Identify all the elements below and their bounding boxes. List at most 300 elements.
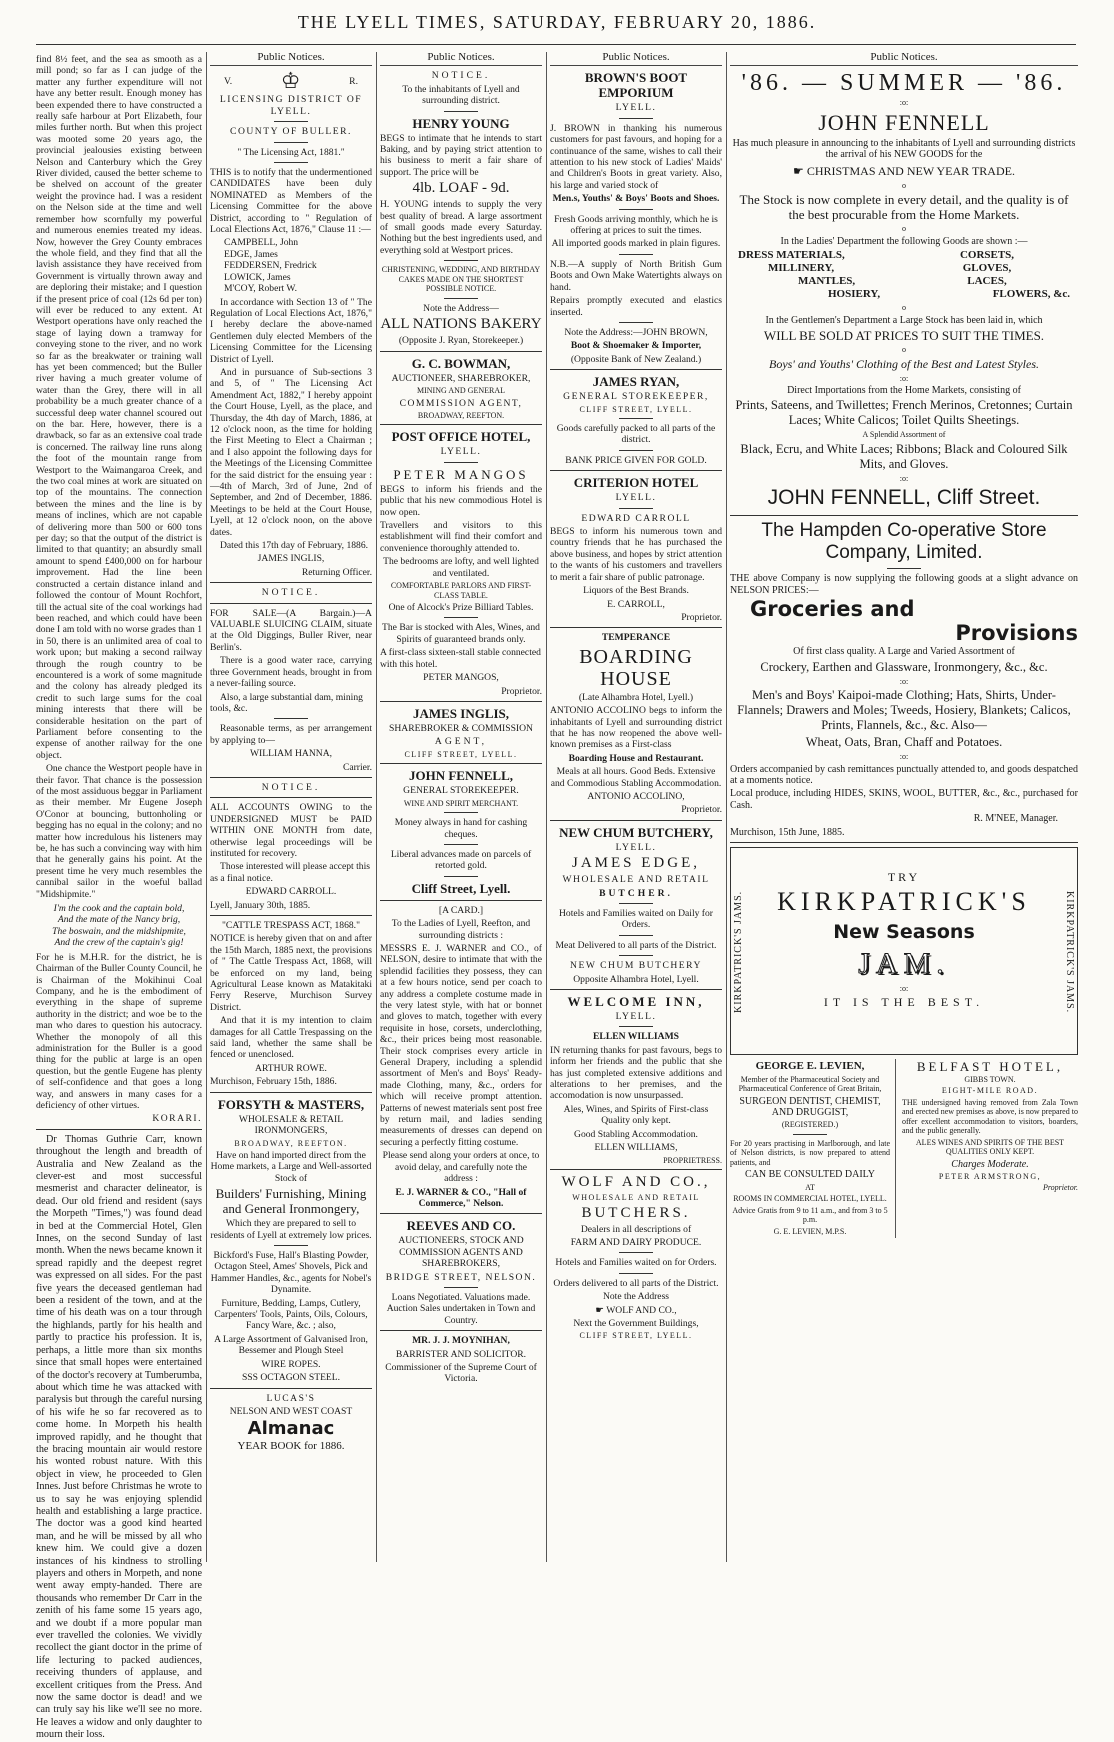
ad-address: BROADWAY, REEFTON. xyxy=(417,410,505,420)
ad-text: A Splendid Assortment of xyxy=(862,430,946,440)
ad-text: The bedrooms are lofty, and well lighted and ventilated. xyxy=(383,556,539,579)
ad-text: Hotels and Families waited on Daily for Orders. xyxy=(558,908,713,931)
divider xyxy=(444,462,478,463)
ad-title: BELFAST HOTEL, xyxy=(916,1059,1064,1075)
notice-signer: ARTHUR ROWE. xyxy=(255,1062,327,1074)
ad-subtitle: AUCTIONEERS, STOCK AND COMMISSION AGENTS AND SHAREBROKERS, xyxy=(398,1235,524,1270)
ad-text: BEGS to inform his numerous town and country friends that he has purchased the above business, and hopes by strict attention to the wants of his customers and travellers to merit a fair share of public patronage. xyxy=(550,526,722,583)
ad-title: JAMES EDGE, xyxy=(571,855,700,872)
ornament: :o: xyxy=(899,98,909,108)
article-paragraph: For he is M.H.R. for the district, he is Chairman of the Buller County Council, he is Chairman of the Mokihinui Coal Company, and he is the embodiment of everything in the shape of supreme authority in the district; and woe be to the man who dares to question his autocracy. Whether the monopoly of all this administration for the Buller is a good thing for the public at large is an open question, but the gentle Eugene has plenty of self-confidence and that goes a long way, and answers in many cases for a deficiency of other virtues. xyxy=(36,951,202,1111)
divider xyxy=(444,1287,478,1288)
divider xyxy=(619,322,653,323)
ad-office: Proprietor. xyxy=(501,685,542,697)
goods-item: CORSETS, xyxy=(959,249,1015,262)
ad-text: Fresh Goods arriving monthly, which he is offering at prices to suit the times. xyxy=(554,213,718,237)
ad-subtitle: AGENT, xyxy=(434,736,488,748)
ad-text: Hotels and Families waited on for Orders. xyxy=(555,1257,717,1269)
divider xyxy=(274,162,308,163)
article-paragraph: One chance the Westport people have in their favor. That chance is the possession of the most assiduous beggar in Parliament as their member. Mr Eugene Joseph O'Conor at bouncing, buttonholing or begging has no equal in the colony; and no matter how incredulous his listeners may be, he has such a convincing way with him that he generally gains his point. At the present time he very much resembles the cannibal sailor in the woeful ballad "Midshipmite." xyxy=(36,763,202,900)
ad-text: Dealers in all descriptions of xyxy=(580,1223,692,1235)
ad-text: J. BROWN in thanking his numerous customers for past favours, and hoping for a continuance of the same, wishes to call their attention to his new stock of Ladies' Maids' and Children's Boots in great variety. Also, his large and varied stock of xyxy=(550,122,722,191)
verse-line: And the mate of the Nancy brig, xyxy=(57,914,181,926)
ad-text: Next the Government Buildings, xyxy=(573,1317,699,1329)
ad-address: CLIFF STREET, LYELL. xyxy=(404,749,518,759)
ad-highlight: Men.s, Youths' & Boys' Boots and Shoes. xyxy=(552,193,720,205)
ad-highlight: Men's and Boys' Kaipoi-made Clothing; Hats, Shirts, Under-Flannels; Drawers and Moles; Tweeds, Hosiery, Blankets; Calicos, Prints, Flannels, &c., &c. Also— xyxy=(737,688,1071,733)
ad-office: Proprietor. xyxy=(681,804,722,816)
divider xyxy=(444,260,478,261)
divider xyxy=(550,989,722,990)
ad-text: Please send along your orders at once, to avoid delay, and carefully note the address : xyxy=(382,1150,540,1185)
verse-line: And the crew of the captain's gig! xyxy=(54,937,184,949)
ad-title: MR. J. J. MOYNIHAN, xyxy=(412,1335,510,1347)
ad-office: Proprietor. xyxy=(1042,1183,1078,1193)
divider xyxy=(550,627,722,628)
ad-text: Which they are prepared to sell to residents of Lyell at extremely low prices. xyxy=(210,1218,372,1241)
verse-line: The boswain, and the midshipmite, xyxy=(52,925,186,937)
ad-address: (Late Alhambra Hotel, Lyell.) xyxy=(578,691,694,703)
ad-title: The Hampden Co-operative Store Company, Limited. xyxy=(761,520,1047,564)
notice-heading: NOTICE. xyxy=(261,781,321,793)
ad-text: Local produce, including HIDES, SKINS, WOOL, BUTTER, &c., &c., purchased for Cash. xyxy=(730,788,1078,811)
divider xyxy=(619,903,653,904)
divider xyxy=(444,298,478,299)
ad-subtitle: COMMISSION AGENT, xyxy=(399,397,523,409)
ad-text: N.B.—A supply of North British Gum Boots and Own Make Watertights always on hand. xyxy=(550,258,722,293)
notice-text: THIS is to notify that the undermentioned CANDIDATES have been duly NOMINATED as Members of the Licensing Committee for the above District, according to " Regulation of Local Elections Act, 1876," Clause 11 :— xyxy=(210,167,372,236)
candidate-name: EDGE, James xyxy=(224,248,278,260)
article-signature: KORARI. xyxy=(152,1113,202,1125)
ornament: o xyxy=(902,224,906,234)
goods-item: FLOWERS, &c. xyxy=(992,288,1070,301)
ad-highlight: Boarding House and Restaurant. xyxy=(568,752,704,764)
ad-subtitle: WHOLESALE & RETAIL IRONMONGERS, xyxy=(238,1113,344,1137)
bottom-ads xyxy=(730,1059,1078,1238)
goods-item: HOSIERY, xyxy=(828,288,881,301)
ad-subtitle: GIBBS TOWN. xyxy=(964,1074,1016,1084)
verse-line: I'm the cook and the captain bold, xyxy=(53,903,185,915)
ad-highlight: Black, Ecru, and White Laces; Ribbons; Black and Coloured Silk Mits, and Gloves. xyxy=(740,441,1068,471)
notice-signer: JAMES INGLIS, xyxy=(257,553,325,565)
ad-text: Furniture, Bedding, Lamps, Cutlery, Carpenters' Tools, Paints, Oils, Colours, Fancy Ware, &c. ; also, xyxy=(214,1297,368,1332)
ad-text: Repairs promptly executed and elastics inserted. xyxy=(550,295,722,318)
notice-text: There is a good water race, carrying three Government heads, brought in from a never-failing source. xyxy=(210,655,372,690)
divider xyxy=(619,508,653,509)
crest-r: R. xyxy=(349,75,358,87)
divider xyxy=(210,582,372,583)
ad-subtitle: BARRISTER AND SOLICITOR. xyxy=(395,1348,527,1360)
ad-text: Note the Address xyxy=(602,1291,670,1303)
ad-text: Note the Address:—JOHN BROWN, xyxy=(564,326,708,338)
ad-title: GEORGE E. LEVIEN, xyxy=(755,1060,865,1073)
goods-item: LACES, xyxy=(967,275,1007,288)
ad-title: BOARDING HOUSE xyxy=(579,645,693,690)
notice-date: Lyell, January 30th, 1885. xyxy=(210,899,311,911)
divider xyxy=(619,450,653,451)
ad-text: Advice Gratis from 9 to 11 a.m., and from 3 to 5 p.m. xyxy=(732,1205,888,1225)
ad-text: Bickford's Fuse, Hall's Blasting Powder, Octagon Steel, Ames' Shovels, Pick and Hammer Handles, &c., agents for Nobel's Dynamite. xyxy=(210,1250,372,1296)
ad-text: A Large Assortment of Galvanised Iron, Bessemer and Plough Steel xyxy=(214,1333,368,1357)
ad-highlight: Wheat, Oats, Bran, Chaff and Potatoes. xyxy=(805,735,1003,750)
ad-text: Commissioner of the Supreme Court of Victoria. xyxy=(385,1361,537,1385)
divider xyxy=(380,763,542,764)
ornament: o xyxy=(902,180,906,190)
ad-text: THE undersigned having removed from Zala Town and erected new premises as above, is now prepared to offer excellent accommodation to visitors, boarders, and the public generally. xyxy=(902,1097,1078,1135)
ad-title: JOHN FENNELL xyxy=(818,109,990,135)
ad-address: (Opposite J. Ryan, Storekeeper.) xyxy=(398,335,524,347)
divider xyxy=(619,118,653,119)
ad-text: In the Ladies' Department the following Goods are shown :— xyxy=(780,235,1028,247)
ad-text: Has much pleasure in announcing to the inhabitants of Lyell and surrounding districts the arrival of his NEW GOODS for the xyxy=(732,137,1076,161)
ad-text: BEGS to intimate that he intends to start Baking, and by paying strict attention to his business to merit a fair share of support. The price will be xyxy=(380,132,542,178)
ad-subtitle: LYELL. xyxy=(615,841,657,853)
ad-subtitle: BUTCHER. xyxy=(599,887,673,899)
ad-side-label: KIRKPATRICK'S JAMS. xyxy=(1064,891,1075,1014)
divider xyxy=(380,1213,542,1214)
ad-date: Murchison, 15th June, 1885. xyxy=(730,826,845,838)
ad-text: BANK PRICE GIVEN FOR GOLD. xyxy=(565,454,707,466)
ad-subtitle: WHOLESALE AND RETAIL xyxy=(562,874,710,886)
ad-text: Orders delivered to all parts of the District. xyxy=(553,1277,719,1289)
ad-title: NEW CHUM BUTCHERY, xyxy=(559,824,713,840)
ad-title: EDWARD CARROLL xyxy=(581,512,691,524)
divider xyxy=(444,111,478,112)
notice-text: In accordance with Section 13 of " The Regulation of Local Elections Act, 1876," I hereby declare the above-named Gentlemen duly elected Members of the Licensing Committee for the Licensing District of Lyell. xyxy=(210,296,372,365)
ad-text: One of Alcock's Prize Billiard Tables. xyxy=(388,602,534,614)
ad-highlight: 4lb. LOAF - 9d. xyxy=(412,180,510,197)
divider xyxy=(619,1252,653,1253)
verse xyxy=(36,903,202,949)
divider xyxy=(619,955,653,956)
ornament: :o: xyxy=(899,473,909,483)
ad-subtitle: TRY xyxy=(887,870,921,885)
ad-text: Of first class quality. A Large and Varied Assortment of xyxy=(793,646,1015,658)
ad-address: CLIFF STREET, LYELL. xyxy=(579,1331,693,1341)
divider xyxy=(274,718,308,719)
ad-highlight: Provisions xyxy=(955,621,1078,646)
notice-date: Dated this 17th day of February, 1886. xyxy=(220,540,369,552)
column-header: Public Notices. xyxy=(210,52,372,66)
divider xyxy=(793,1134,827,1135)
ad-subtitle: [A CARD.] xyxy=(438,904,484,916)
ad-title: PETER MANGOS xyxy=(393,466,529,482)
ad-address: BRIDGE STREET, NELSON. xyxy=(385,1271,537,1283)
kirkpatrick-ad xyxy=(730,847,1078,1055)
ad-text: SSS OCTAGON STEEL. xyxy=(241,1372,341,1384)
divider xyxy=(274,1245,308,1246)
ad-text: IN returning thanks for past favours, begs to inform her friends and the public that she has just completed extensive additions and alterations to her premises, and the accomodation is now unsurpassed. xyxy=(550,1044,722,1102)
ad-subtitle: SURGEON DENTIST, CHEMIST, AND DRUGGIST, xyxy=(739,1095,881,1118)
ad-subtitle: MINING AND GENERAL xyxy=(417,386,505,395)
column-notices-4 xyxy=(550,52,722,1562)
masthead-rule xyxy=(36,44,1076,45)
divider xyxy=(887,568,921,569)
column-rule xyxy=(206,52,207,1562)
divider xyxy=(380,1330,542,1331)
ad-text: To the Ladies of Lyell, Reefton, and surrounding districts : xyxy=(391,918,531,941)
ad-office: PROPRIETRESS. xyxy=(663,1155,722,1165)
ad-text: Orders accompanied by cash remittances punctually attended to, and goods despatched at a moments notice. xyxy=(730,763,1078,787)
notice-signer: WILLIAM HANNA, xyxy=(249,748,333,760)
divider xyxy=(210,797,372,798)
notice-text: To the inhabitants of Lyell and surrounding district. xyxy=(402,83,520,107)
divider xyxy=(730,842,1078,843)
ad-title: WOLF AND CO., xyxy=(561,1174,711,1190)
crown-icon: ♔ xyxy=(280,68,301,94)
divider xyxy=(550,369,722,370)
candidate-list xyxy=(210,237,372,294)
ad-highlight: ALL NATIONS BAKERY xyxy=(380,316,542,333)
ad-highlight: Builders' Furnishing, Mining and General Ironmongery, xyxy=(215,1186,367,1217)
ad-text: COMFORTABLE PARLORS AND FIRST-CLASS TABLE. xyxy=(390,581,532,600)
candidate-name: LOWICK, James xyxy=(224,271,291,283)
ad-signer: ANTONIO ACCOLINO, xyxy=(587,790,685,802)
column-header: Public Notices. xyxy=(380,52,542,66)
divider xyxy=(36,1129,202,1130)
divider xyxy=(380,351,542,352)
ad-side-label: KIRKPATRICK'S JAMS. xyxy=(733,891,744,1014)
column-notices-5 xyxy=(730,52,1078,1562)
ad-subtitle: NELSON AND WEST COAST xyxy=(229,1405,353,1417)
notice-text: Also, a large substantial dam, mining tools, &c. xyxy=(210,691,363,714)
divider xyxy=(619,209,653,210)
ad-address: BROADWAY, REEFTON. xyxy=(234,1138,348,1148)
ad-subtitle: SHAREBROKER & COMMISSION xyxy=(389,722,533,734)
ad-address: Opposite Alhambra Hotel, Lyell. xyxy=(573,973,699,985)
notice-text: Reasonable terms, as per arrangement by applying to— xyxy=(210,723,372,746)
ad-highlight: CAN BE CONSULTED DAILY xyxy=(744,1169,876,1181)
article-paragraph: Dr Thomas Guthrie Carr, known throughout the length and breadth of Australia and New Zealand as the clever-est and most successful mesmerist and character delineator, is dead. Our old friend and resident (says the Morpeth "Times,") was found dead in bed at the Commercial Hotel, Glen Innes, on the second Sunday of last month. When the news became known it spread rapidly and the deepest regret was expressed on all sides. For the past five years the deceased gentleman had been a resident of the town, and at the time of his death was on a tour through the highlands, partly for his health and partly to practice his profession. It is, perhaps, a little more than six months since that small hopes were entertained of the doctor's recovery at Tumberumba, about which time he was attacked with paralysis but through the careful nursing of his wife he so far recovered as to come home. In Morpeth his health improved rapidly, and he thought that the bracing mountain air would restore his wonted robust nature. With this object in view, he proceeded to Glen Innes. Just before Christmas he wrote to us to say he was enjoying splendid health and establishing a large practice. The doctor was a good kind hearted man, and he will be missed by all who knew him. We could give a dozen instances of his kindness to strolling players and others in Morpeth, and none went away empty-handed. There are thousands who remember Dr Carr in the zenith of his fame some 15 years ago, and we doubt if a more popular man ever travelled the colonies. We vividly recollect the giant doctor in the prime of life lecturing to packed audiences, receiving thunders of applause, and excellent critiques from the Press. And now the same doctor is dead! and we can truly say his like we'll see no more. He leaves a widow and only daughter to mourn their loss. xyxy=(36,1133,202,1741)
divider xyxy=(444,812,478,813)
ad-text: Meat Delivered to all parts of the District. xyxy=(555,939,717,951)
ad-address: ROOMS IN COMMERCIAL HOTEL, LYELL. xyxy=(733,1194,887,1204)
column-notices-3 xyxy=(380,52,542,1562)
ad-text: CHRISTENING, WEDDING, AND BIRTHDAY CAKES MADE ON THE SHORTEST POSSIBLE NOTICE. xyxy=(381,265,541,294)
column-rule xyxy=(376,52,377,1562)
column-editorial xyxy=(36,52,202,1741)
divider xyxy=(210,1092,372,1093)
ad-title: ELLEN WILLIAMS xyxy=(593,1031,679,1043)
column-rule xyxy=(546,52,547,1562)
ad-banner: '86. — SUMMER — '86. xyxy=(741,70,1067,97)
ad-text: In the Gentlemen's Department a Large Stock has been laid in, which xyxy=(765,314,1043,326)
divider xyxy=(619,935,653,936)
masthead: THE LYELL TIMES, SATURDAY, FEBRUARY 20, 1886. xyxy=(297,12,817,32)
levien-ad xyxy=(730,1059,896,1238)
ad-highlight: Groceries and xyxy=(750,597,915,622)
ad-text: The Stock is now complete in every detail, and the quality is of the best procurable from the Home Markets. xyxy=(739,192,1069,223)
divider xyxy=(274,121,308,122)
notice-heading: LICENSING DISTRICT OF LYELL. xyxy=(219,94,363,117)
ad-title: WELCOME INN, xyxy=(567,994,705,1010)
ad-text: Good Stabling Accommodation. xyxy=(574,1128,698,1140)
ad-text: Meals at all hours. Good Beds. Extensive and Commodious Stabling Accommodation. xyxy=(550,766,722,789)
divider xyxy=(444,617,478,618)
divider xyxy=(550,470,722,471)
ad-office: Proprietor. xyxy=(681,611,722,623)
column-header: Public Notices. xyxy=(550,52,722,66)
divider xyxy=(380,900,542,901)
notice-date: Murchison, February 15th, 1886. xyxy=(210,1076,337,1088)
ad-address: (Opposite Bank of New Zealand.) xyxy=(570,353,702,365)
ad-title: JAMES INGLIS, xyxy=(412,705,510,721)
ad-text: ANTONIO ACCOLINO begs to inform the inhabitants of Lyell and surrounding district that he has now reopened the above well-known premises as a First-class xyxy=(550,705,722,751)
ad-title: CRITERION HOTEL xyxy=(573,475,699,491)
ad-signer: R. M'NEE, Manager. xyxy=(973,813,1058,825)
ad-signer: ELLEN WILLIAMS, xyxy=(594,1142,678,1154)
notice-heading: NOTICE. xyxy=(261,587,321,599)
ad-title: HENRY YOUNG xyxy=(412,115,510,131)
notice-heading: "CATTLE TRESPASS ACT, 1868." xyxy=(222,920,360,931)
notice-office: Returning Officer. xyxy=(301,566,372,578)
ad-subtitle: GENERAL STOREKEEPER. xyxy=(403,785,519,797)
ad-title: JAMES RYAN, xyxy=(592,374,680,390)
ad-text: Liberal advances made on parcels of retorted gold. xyxy=(390,848,532,872)
ad-text xyxy=(550,1305,722,1316)
belfast-ad xyxy=(896,1059,1078,1238)
pointing-hand-icon: ☛ xyxy=(793,163,807,178)
ad-subtitle: GENERAL STOREKEEPER, xyxy=(563,391,709,403)
ad-subtitle: LYELL. xyxy=(615,102,657,114)
crest-v: V. xyxy=(224,75,233,87)
ad-title: POST OFFICE HOTEL, xyxy=(391,429,531,445)
notice-act: " The Licensing Act, 1881." xyxy=(237,146,345,158)
divider xyxy=(380,424,542,425)
ad-highlight: New Seasons xyxy=(833,920,975,943)
ad-address: E. J. WARNER & CO., "Hall of Commerce," Nelson. xyxy=(395,1186,527,1209)
ad-text-inline: WOLF AND CO., xyxy=(606,1304,677,1316)
ad-title: G. C. BOWMAN, xyxy=(411,355,511,371)
ad-text: THE above Company is now supplying the following goods at a slight advance on NELSON PRICES:— xyxy=(730,573,1078,596)
ad-address: Cliff Street, Lyell. xyxy=(411,880,511,896)
ad-title: BROWN'S BOOT EMPORIUM xyxy=(584,70,688,101)
ad-highlight: JAM. xyxy=(858,946,950,980)
ad-text: Note the Address— xyxy=(423,302,499,314)
divider xyxy=(619,418,653,419)
notice-text: NOTICE is hereby given that on and after the 15th March, 1885 next, the provisions of " The Cattle Trespass Act, 1868, will be enforced on my land, being Agricultural Lease known as Matakitaki Ferry Reserve, Murchison Survey District. xyxy=(210,933,372,1013)
ad-subtitle: NEW CHUM BUTCHERY xyxy=(570,960,702,972)
divider xyxy=(550,1169,722,1170)
notice-text: And that it is my intention to claim damages for all Cattle Trespassing on the said land, whether the same shall be fenced or unenclosed. xyxy=(210,1015,372,1061)
ad-subtitle: LYELL. xyxy=(440,446,482,458)
goods-grid xyxy=(730,249,1078,301)
divider xyxy=(444,876,478,877)
divider xyxy=(210,915,372,916)
divider xyxy=(730,515,1078,516)
ad-text: MESSRS E. J. WARNER and CO., of NELSON, desire to intimate that with the splendid facilities they possess, they can at a few hours notice, send per coach to any address a complete costume made in the very latest style, with hat or bonnet and gloves to match, together with every requisite in hose, corsets, underclothing, &c., their prices being most reasonable. Their stock comprises every article in General Drapery, including a splendid assortment of Men's and Boys' Ready-made Clothing, many, &c., orders for which will receive prompt attention. Patterns of newest materials sent post free by return mail, and ladies sending measurements of dresses can depend on securing a perfectly fitting costume. xyxy=(380,942,542,1148)
divider xyxy=(274,142,308,143)
notice-text: ALL ACCOUNTS OWING to the UNDERSIGNED MUST be PAID WITHIN ONE MONTH from date, otherwise legal proceedings will be instituted for recovery. xyxy=(210,802,372,859)
ornament: :o: xyxy=(899,752,909,762)
ad-text: WIRE ROPES. xyxy=(261,1358,321,1370)
ad-subtitle: LYELL. xyxy=(615,1011,657,1023)
ad-title: KIRKPATRICK'S xyxy=(777,886,1031,916)
ad-text: AT xyxy=(805,1182,815,1192)
divider xyxy=(444,844,478,845)
royal-crest xyxy=(210,70,372,92)
ad-title: REEVES AND CO. xyxy=(406,1218,516,1234)
ad-subtitle: AUCTIONEER, SHAREBROKER, xyxy=(391,372,531,384)
ad-subtitle: (REGISTERED.) xyxy=(781,1120,839,1130)
goods-item: MILLINERY, xyxy=(768,262,835,275)
ornament: :o: xyxy=(899,373,909,383)
goods-item: GLOVES, xyxy=(962,262,1012,275)
ad-signer: G. E. LEVIEN, M.P.S. xyxy=(773,1226,847,1236)
ad-subtitle: IT IS THE BEST. xyxy=(823,995,985,1009)
ad-text: Travellers and visitors to this establishment will find their comfort and convenience thoroughly attended to. xyxy=(380,520,542,554)
ad-highlight: Crockery, Earthen and Glassware, Ironmongery, &c., &c. xyxy=(760,659,1048,674)
divider xyxy=(619,254,653,255)
ad-text: Loans Negotiated. Valuations made. Auction Sales undertaken in Town and Country. xyxy=(386,1291,536,1326)
candidate-name: M'COY, Robert W. xyxy=(224,283,297,295)
ad-text: Goods carefully packed to all parts of the district. xyxy=(556,423,716,446)
ad-address: EIGHT-MILE ROAD. xyxy=(941,1086,1039,1095)
notice-heading: COUNTY OF BULLER. xyxy=(230,126,352,138)
goods-item: MANTLES, xyxy=(798,275,856,288)
ornament: o xyxy=(902,345,906,355)
divider xyxy=(210,1388,372,1389)
ad-subtitle: LYELL. xyxy=(615,492,657,504)
divider xyxy=(550,820,722,821)
column-rule xyxy=(726,52,727,1562)
ad-signer: PETER MANGOS, xyxy=(423,672,499,684)
divider xyxy=(619,1273,653,1274)
column-header: Public Notices. xyxy=(730,52,1078,66)
ad-text: Ales, Wines, and Spirits of First-class Quality only kept. xyxy=(563,1103,709,1127)
ad-title: BUTCHERS. xyxy=(581,1204,691,1221)
notice-text: Those interested will please accept this as a final notice. xyxy=(210,861,370,884)
ad-subtitle: YEAR BOOK for 1886. xyxy=(237,1440,345,1453)
ad-text: Member of the Pharmaceutical Society and Pharmaceutical Conference of Great Britain, xyxy=(738,1074,882,1093)
ad-highlight: WILL BE SOLD AT PRICES TO SUIT THE TIMES. xyxy=(763,328,1045,344)
divider xyxy=(210,603,372,604)
ad-text: BEGS to inform his friends and the public that his new commodious Hotel is now open. xyxy=(380,483,542,518)
ad-text: A first-class sixteen-stall stable connected with this hotel. xyxy=(380,647,541,670)
ad-highlight-inline: CHRISTMAS AND NEW YEAR TRADE. xyxy=(806,163,1015,178)
column-notices-2 xyxy=(210,52,372,1562)
ad-text: Direct Importations from the Home Markets, consisting of xyxy=(787,385,1021,397)
ad-text: All imported goods marked in plain figures. xyxy=(551,238,721,250)
ad-highlight: Almanac xyxy=(247,1418,335,1440)
ad-text: Charges Moderate. xyxy=(951,1158,1029,1170)
ad-text: For 20 years practising in Marlborough, and late of Nelson districts, is now prepared to attend patients, and xyxy=(730,1138,890,1167)
ad-subtitle: WHOLESALE AND RETAIL xyxy=(572,1193,700,1202)
ad-text: Money always in hand for cashing cheques. xyxy=(394,817,528,840)
ad-subtitle: WINE AND SPIRIT MERCHANT. xyxy=(403,798,519,808)
ad-signer: PETER ARMSTRONG, xyxy=(938,1171,1042,1181)
divider xyxy=(380,701,542,702)
ad-text: The Bar is stocked with Ales, Wines, and Spirits of guaranteed brands only. xyxy=(382,622,540,645)
notice-text: And in pursuance of Sub-sections 3 and 5, of " The Licensing Act Amendment Act, 1882," I hereby appoint the Court House, Lyell, as the place, and Thursday, the 4th day of March, 1886, at 12 o'clock noon, as the time for holding the First Meeting to Elect a Chairman ; and I also appoint the following days for the Meetings of the Licensing Committee for the said district for the ensuing year :—4th of March, 3rd of June, 2nd of September, and 2nd of December, 1886. Meetings to be held at the Court House, Lyell, at 12 o'clock noon, on the above dates. xyxy=(210,366,372,538)
ad-text: Have on hand imported direct from the Home markets, a Large and Well-assorted Stock of xyxy=(210,1150,372,1184)
notice-signer: EDWARD CARROLL. xyxy=(245,886,337,898)
divider xyxy=(619,1026,653,1027)
ad-highlight: Prints, Sateens, and Twillettes; French Merinos, Cretonnes; Curtain Laces; White Calicos; Toilet Quilts Sheetings. xyxy=(735,398,1073,428)
candidate-name: CAMPBELL, John xyxy=(224,237,299,249)
notice-heading: NOTICE. xyxy=(431,70,491,82)
ad-highlight: Boys' and Youths' Clothing of the Best and Latest Styles. xyxy=(768,356,1040,371)
ad-title: JOHN FENNELL, Cliff Street. xyxy=(767,486,1041,510)
notice-text: FOR SALE—(A Bargain.)—A VALUABLE SLUICING CLAIM, situate at the Old Diggings, Buller River, near Berlin's. xyxy=(210,607,372,653)
ornament: o xyxy=(902,303,906,313)
ad-highlight xyxy=(730,163,1078,179)
ad-title: LUCAS'S xyxy=(266,1392,316,1404)
ad-text: FARM AND DAIRY PRODUCE. xyxy=(570,1236,702,1248)
ad-address: CLIFF STREET, LYELL. xyxy=(579,404,693,414)
ad-text: Liquors of the Best Brands. xyxy=(583,585,689,597)
ornament: :o: xyxy=(899,676,909,686)
